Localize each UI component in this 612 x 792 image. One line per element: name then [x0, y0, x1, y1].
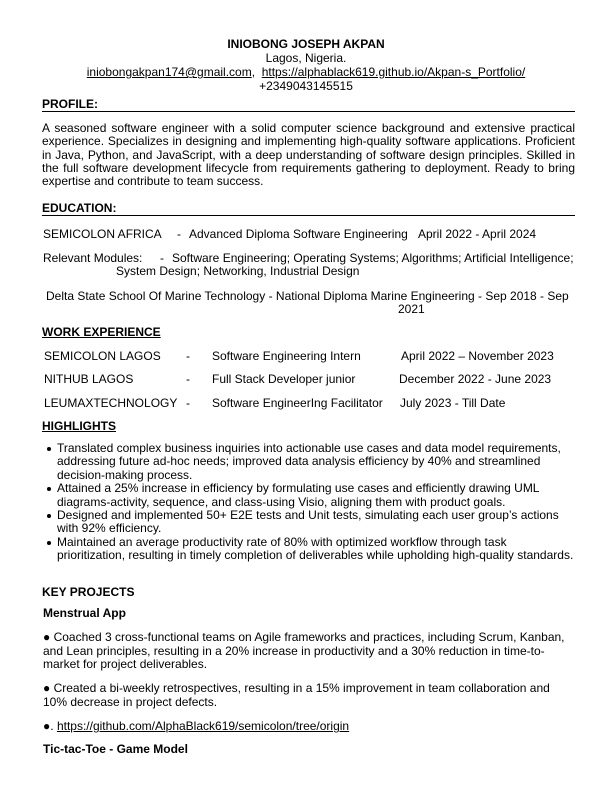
work-company: SEMICOLON LAGOS [44, 349, 161, 363]
work-dash: - [186, 349, 190, 363]
highlights-heading: HIGHLIGHTS [42, 419, 116, 433]
highlights-list [57, 442, 577, 563]
highlight-item: Attained a 25% increase in efficiency by formulating use cases and efficiently drawing UML diagrams-activity, sequence, and class-using Visio, aligning them with product goals. [57, 482, 577, 509]
profile-text: A seasoned software engineer with a solid computer science background and extensive practical experience. Specializes in designing and implementing high-quality software applications. Proficient in Java, Python, and JavaScript, with a deep understanding of software design principles. Skilled in the full software development lifecycle from requirements gathering to deployment. Ready to bring expertise and contribute to team success. [42, 121, 575, 189]
education-school-1: SEMICOLON AFRICA [43, 227, 162, 241]
work-heading: WORK EXPERIENCE [42, 325, 161, 339]
education-program-1: Advanced Diploma Software Engineering [189, 227, 408, 241]
modules-line-2: System Design; Networking, Industrial Design [116, 264, 360, 278]
github-link[interactable]: https://github.com/AlphaBlack619/semicolon/tree/origin [56, 719, 350, 733]
projects-heading: KEY PROJECTS [42, 585, 135, 599]
phone: +2349043145515 [259, 79, 353, 93]
work-dash: - [186, 396, 190, 410]
work-dates: December 2022 - June 2023 [399, 372, 552, 386]
section-divider [42, 215, 575, 216]
profile-heading: PROFILE: [42, 97, 98, 111]
work-title: Software Engineering Intern [212, 349, 361, 363]
work-company: LEUMAXTECHNOLOGY [44, 396, 178, 410]
education-heading: EDUCATION: [42, 201, 117, 215]
project-bullet: ● Created a bi-weekly retrospectives, resulting in a 15% improvement in team collaboration and 10% decrease in project defects. [43, 681, 550, 709]
project-bullet: ● Coached 3 cross-functional teams on Agile frameworks and practices, including Scrum, Kanban, and Lean principles, resulting in a 20% increase in productivity and a 30% reduction in time-to-market for project deliverables. [43, 630, 565, 671]
highlight-item: Maintained an average productivity rate of 80% with optimized workflow through task prioritization, resulting in timely completion of deliverables while upholding high-quality standards. [57, 536, 577, 563]
email-link[interactable]: iniobongakpan174@gmail.com [86, 65, 252, 79]
work-company: NITHUB LAGOS [44, 372, 134, 386]
project-link-line [43, 719, 349, 733]
work-dates: July 2023 - Till Date [400, 396, 506, 410]
contact-links [0, 65, 612, 79]
project-title: Menstrual App [43, 606, 126, 620]
work-dash: - [186, 372, 190, 386]
project-title: Tic-tac-Toe - Game Model [43, 742, 188, 756]
work-dates: April 2022 – November 2023 [401, 349, 554, 363]
location: Lagos, Nigeria. [265, 51, 347, 65]
education-entry-2: Delta State School Of Marine Technology - National Diploma Marine Engineering - Sep 2018 - Sep [46, 289, 569, 303]
highlight-item: Translated complex business inquiries into actionable use cases and data model requirements, addressing future ad-hoc needs; improved data analysis efficiency by 40% and streamlined decision-making process. [57, 442, 577, 482]
separator: , [251, 65, 256, 79]
modules-dash: - [160, 251, 164, 265]
modules-line-1: Software Engineering; Operating Systems; Algorithms; Artificial Intelligence; [172, 251, 574, 265]
work-title: Full Stack Developer junior [212, 372, 356, 386]
education-entry-2-year: 2021 [398, 302, 425, 316]
work-title: Software EngineerIng Facilitator [212, 396, 383, 410]
highlight-item: Designed and implemented 50+ E2E tests and Unit tests, simulating each user group’s actions with 92% efficiency. [57, 509, 577, 536]
modules-label: Relevant Modules: [43, 251, 143, 265]
education-dates-1: April 2022 - April 2024 [418, 227, 537, 241]
bullet-icon: ●. [43, 719, 54, 733]
section-divider [42, 111, 575, 112]
candidate-name: INIOBONG JOSEPH AKPAN [227, 37, 385, 51]
education-dash: - [177, 227, 181, 241]
portfolio-link[interactable]: https://alphablack619.github.io/Akpan-s_Portfolio/ [261, 65, 526, 79]
